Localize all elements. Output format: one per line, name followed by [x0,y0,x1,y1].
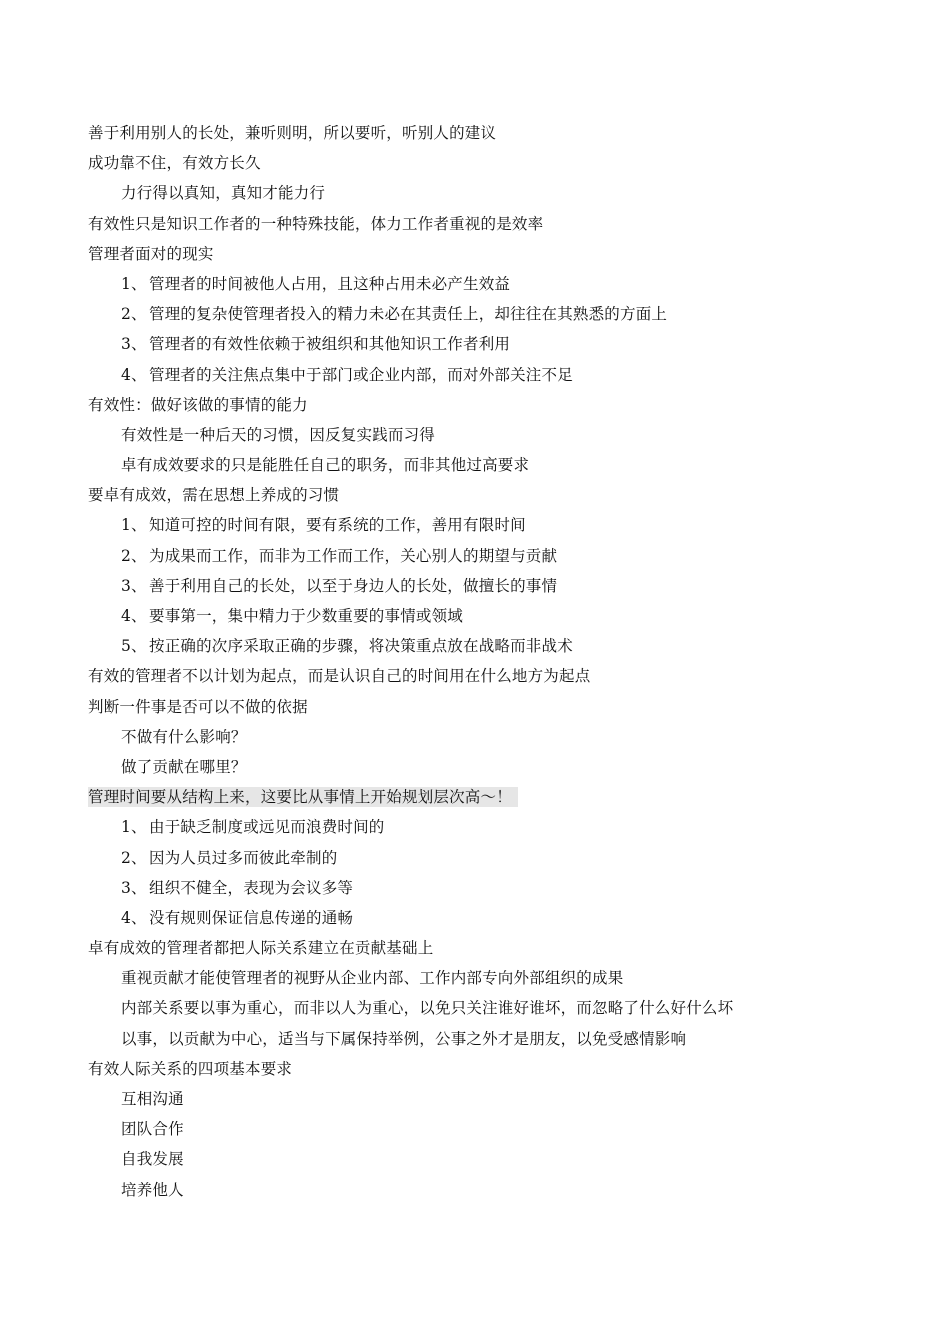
list-item: 1、 管理者的时间被他人占用，且这种占用未必产生效益 [88,269,878,299]
list-item: 3、 善于利用自己的长处，以至于身边人的长处，做擅长的事情 [88,571,878,601]
list-item: 4、 没有规则保证信息传递的通畅 [88,903,878,933]
section-heading: 卓有成效的管理者都把人际关系建立在贡献基础上 [88,939,434,958]
list-number: 3、 [121,335,147,354]
list-number: 3、 [121,878,147,897]
list-number: 1、 [121,516,147,535]
list-item: 1、 知道可控的时间有限，要有系统的工作，善用有限时间 [88,510,878,540]
list-number: 4、 [121,908,147,927]
section-heading: 管理者面对的现实 [88,244,214,263]
document-body [88,118,878,1205]
list-number: 5、 [121,637,147,656]
list-number: 4、 [121,607,147,625]
text-line: 培养他人 [121,1180,184,1199]
list-item: 2、 因为人员过多而彼此牵制的 [88,843,878,873]
list-number: 1、 [121,274,147,293]
text-line: 以事，以贡献为中心，适当与下属保持举例，公事之外才是朋友，以免受感情影响 [121,1029,687,1048]
text-line: 力行得以真知，真知才能力行 [121,184,326,203]
text-line: 自我发展 [121,1150,184,1169]
text-line: 有效性是一种后天的习惯，因反复实践而习得 [121,425,436,444]
list-number: 2、 [121,848,147,867]
list-item: 2、 为成果而工作，而非为工作而工作，关心别人的期望与贡献 [88,541,878,571]
list-number: 4、 [121,365,147,384]
text-line: 有效的管理者不以计划为起点，而是认识自己的时间用在什么地方为起点 [88,667,591,686]
section-heading: 有效性：做好该做的事情的能力 [88,395,308,414]
section-heading: 有效人际关系的四项基本要求 [88,1059,293,1078]
text-highlight: 管理时间要从结构上来，这要比从事情上开始规划层次高～！ [88,787,518,807]
text-line: 做了贡献在哪里？ [121,757,247,776]
section-heading: 要卓有成效，需在思想上养成的习惯 [88,486,340,505]
list-item: 2、 管理的复杂使管理者投入的精力未必在其责任上，却往往在其熟悉的方面上 [88,299,878,329]
highlighted-line [88,782,878,812]
list-number: 1、 [121,818,147,837]
text-line: 重视贡献才能使管理者的视野从企业内部、工作内部专向外部组织的成果 [121,969,624,988]
text-line: 团队合作 [121,1120,184,1139]
text-line: 不做有什么影响？ [121,727,247,746]
list-number: 2、 [121,546,147,565]
list-item: 4、 要事第一，集中精力于少数重要的事情或领域 [88,601,878,631]
list-number: 2、 [121,305,147,324]
list-item: 4、 管理者的关注焦点集中于部门或企业内部，而对外部关注不足 [88,360,878,390]
text-line: 卓有成效要求的只是能胜任自己的职务，而非其他过高要求 [121,456,530,475]
list-item: 3、 组织不健全，表现为会议多等 [88,873,878,903]
text-line: 成功靠不住，有效方长久 [88,154,261,173]
list-item: 1、 由于缺乏制度或远见而浪费时间的 [88,812,878,842]
list-item: 3、 管理者的有效性依赖于被组织和其他知识工作者利用 [88,329,878,359]
text-line: 善于利用别人的长处，兼听则明，所以要听，听别人的建议 [88,124,497,142]
text-line: 有效性只是知识工作者的一种特殊技能，体力工作者重视的是效率 [88,214,544,233]
text-line: 内部关系要以事为重心，而非以人为重心，以免只关注谁好谁坏，而忽略了什么好什么坏 [121,999,734,1018]
list-number: 3、 [121,576,147,595]
section-heading: 判断一件事是否可以不做的依据 [88,697,308,716]
list-item: 5、 按正确的次序采取正确的步骤，将决策重点放在战略而非战术 [88,631,878,661]
text-line: 互相沟通 [121,1090,184,1108]
